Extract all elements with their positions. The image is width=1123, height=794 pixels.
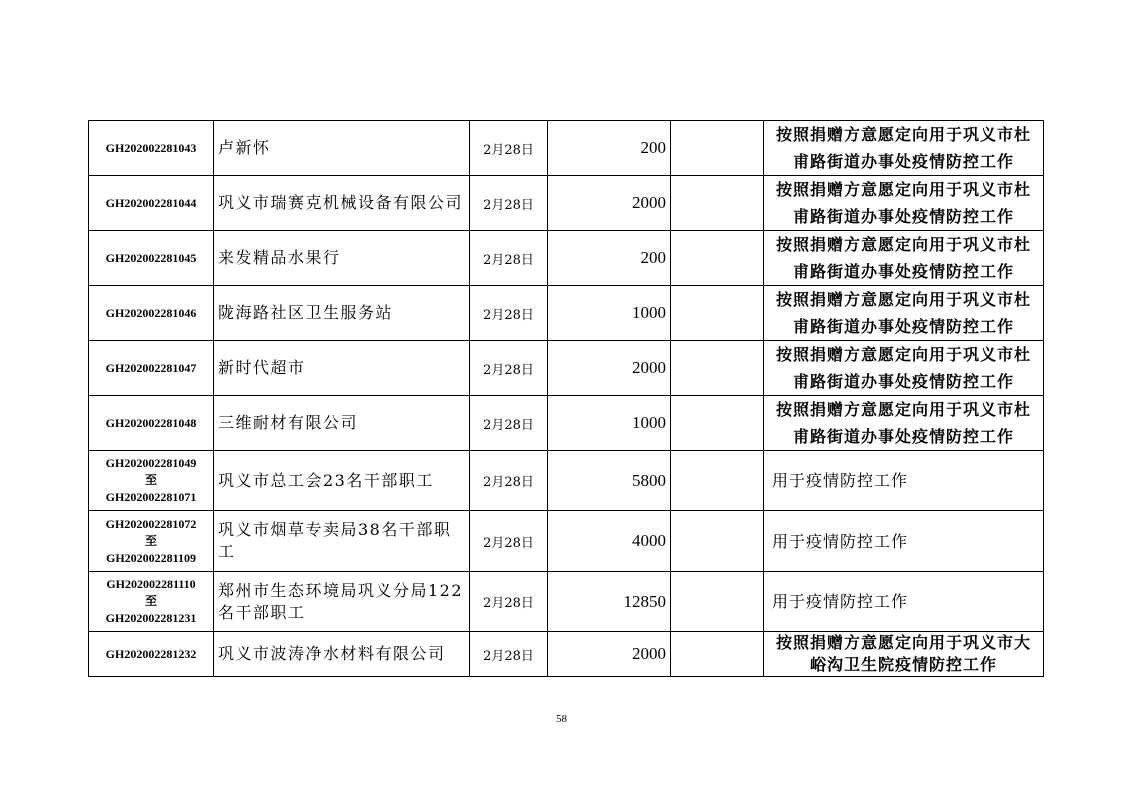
donation-amount: 2000 (548, 341, 671, 396)
page-number: 58 (556, 713, 567, 725)
receipt-id-end: GH202002281109 (105, 550, 196, 565)
receipt-id-start: GH202002281110 (106, 577, 196, 591)
receipt-id-cell (89, 231, 214, 286)
donation-amount: 4000 (548, 511, 671, 572)
receipt-id-range-cell (89, 511, 214, 572)
receipt-id-end: GH202002281231 (105, 611, 197, 625)
receipt-id-range-cell (89, 451, 214, 511)
receipt-id: GH202002281044 (105, 195, 197, 210)
donation-purpose: 按照捐赠方意愿定向用于巩义市杜甫路街道办事处疫情防控工作 (764, 341, 1044, 396)
table-row (89, 231, 1044, 286)
donor-name: 巩义市波涛净水材料有限公司 (214, 632, 470, 677)
donor-name: 巩义市总工会23名干部职工 (214, 451, 470, 511)
receipt-id: GH202002281048 (105, 415, 197, 430)
range-separator: 至 (144, 533, 157, 548)
receipt-id-cell (89, 396, 214, 451)
donation-amount: 1000 (548, 286, 671, 341)
donation-purpose: 用于疫情防控工作 (764, 451, 1044, 511)
receipt-id-cell (89, 632, 214, 677)
donation-date: 2月28日 (470, 451, 548, 511)
donor-name: 巩义市烟草专卖局38名干部职工 (214, 511, 470, 572)
donation-date: 2月28日 (470, 511, 548, 572)
table-row (89, 286, 1044, 341)
donation-purpose: 用于疫情防控工作 (764, 511, 1044, 572)
receipt-id: GH202002281232 (105, 646, 197, 661)
donation-purpose: 用于疫情防控工作 (764, 572, 1044, 632)
empty-cell (671, 231, 764, 286)
donation-date: 2月28日 (470, 176, 548, 231)
donation-amount: 5800 (548, 451, 671, 511)
table-row (89, 396, 1044, 451)
empty-cell (671, 451, 764, 511)
receipt-id-cell (89, 341, 214, 396)
donation-amount: 2000 (548, 176, 671, 231)
donor-name: 陇海路社区卫生服务站 (214, 286, 470, 341)
donation-date: 2月28日 (470, 286, 548, 341)
donation-date: 2月28日 (470, 632, 548, 677)
donation-date: 2月28日 (470, 121, 548, 176)
empty-cell (671, 396, 764, 451)
donation-date: 2月28日 (470, 572, 548, 632)
table-row (89, 632, 1044, 677)
donor-name: 巩义市瑞赛克机械设备有限公司 (214, 176, 470, 231)
donation-date: 2月28日 (470, 396, 548, 451)
empty-cell (671, 121, 764, 176)
donor-name: 新时代超市 (214, 341, 470, 396)
donor-name: 三维耐材有限公司 (214, 396, 470, 451)
donation-amount: 200 (548, 231, 671, 286)
receipt-id-start: GH202002281049 (105, 456, 197, 470)
table-row (89, 121, 1044, 176)
receipt-id-cell (89, 121, 214, 176)
receipt-id: GH202002281047 (105, 360, 197, 375)
receipt-id-range-cell (89, 572, 214, 632)
donation-table (88, 120, 1044, 677)
donation-amount: 2000 (548, 632, 671, 677)
table-row (89, 572, 1044, 632)
empty-cell (671, 632, 764, 677)
donation-purpose: 按照捐赠方意愿定向用于巩义市杜甫路街道办事处疫情防控工作 (764, 121, 1044, 176)
donation-amount: 12850 (548, 572, 671, 632)
donation-purpose: 按照捐赠方意愿定向用于巩义市杜甫路街道办事处疫情防控工作 (764, 396, 1044, 451)
donor-name: 郑州市生态环境局巩义分局122名干部职工 (214, 572, 470, 632)
empty-cell (671, 286, 764, 341)
table-row (89, 341, 1044, 396)
donation-purpose: 按照捐赠方意愿定向用于巩义市大峪沟卫生院疫情防控工作 (764, 632, 1044, 677)
range-separator: 至 (144, 594, 157, 608)
donation-purpose: 按照捐赠方意愿定向用于巩义市杜甫路街道办事处疫情防控工作 (764, 176, 1044, 231)
empty-cell (671, 511, 764, 572)
receipt-id: GH202002281046 (105, 305, 197, 320)
receipt-id: GH202002281045 (105, 250, 197, 265)
table-row (89, 176, 1044, 231)
donation-purpose: 按照捐赠方意愿定向用于巩义市杜甫路街道办事处疫情防控工作 (764, 231, 1044, 286)
donation-date: 2月28日 (470, 231, 548, 286)
table-row (89, 451, 1044, 511)
donor-name: 来发精品水果行 (214, 231, 470, 286)
range-separator: 至 (144, 473, 157, 487)
empty-cell (671, 341, 764, 396)
table-row (89, 511, 1044, 572)
donor-name: 卢新怀 (214, 121, 470, 176)
receipt-id-cell (89, 176, 214, 231)
donation-amount: 1000 (548, 396, 671, 451)
receipt-id: GH202002281043 (105, 140, 197, 155)
receipt-id-cell (89, 286, 214, 341)
receipt-id-end: GH202002281071 (105, 490, 197, 504)
donation-purpose: 按照捐赠方意愿定向用于巩义市杜甫路街道办事处疫情防控工作 (764, 286, 1044, 341)
receipt-id-start: GH202002281072 (105, 516, 197, 531)
donation-amount: 200 (548, 121, 671, 176)
donation-date: 2月28日 (470, 341, 548, 396)
empty-cell (671, 572, 764, 632)
empty-cell (671, 176, 764, 231)
